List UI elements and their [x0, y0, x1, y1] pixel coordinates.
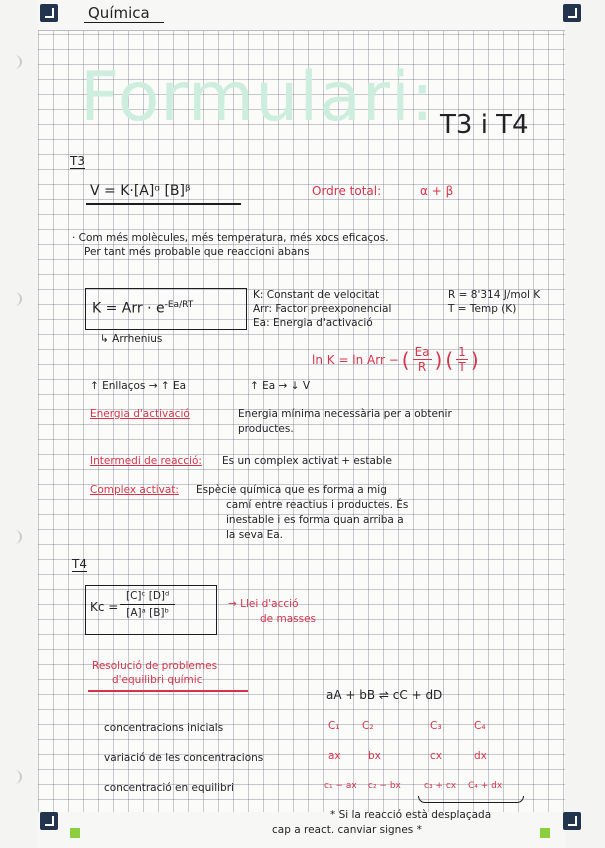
ln-equation	[312, 345, 479, 374]
binder-hole	[6, 55, 22, 69]
ln-left: ln K = ln Arr −	[312, 352, 399, 367]
energy-text-line2: productes.	[238, 423, 294, 435]
rate-law-equation: V = K·[A]ᵅ [B]ᵝ	[90, 183, 191, 199]
collisions-text-line2: Per tant més probable que reaccioni abans	[84, 246, 310, 258]
binder-hole	[6, 292, 22, 306]
definition-ea: Ea: Energia d'activació	[253, 317, 373, 329]
constant-t: T = Temp (K)	[448, 303, 517, 315]
complex-text-line2: camí entre reactius i productes. És	[226, 499, 409, 511]
definition-k: K: Constant de velocitat	[253, 289, 380, 301]
cell-initial-a: C₁	[328, 720, 340, 732]
right-margin	[565, 0, 605, 848]
binder-hole	[6, 770, 22, 784]
definition-arr: Arr: Factor preexponencial	[253, 303, 392, 315]
ln-paren-open-2: (	[445, 347, 454, 372]
kc-left: Kc =	[90, 600, 119, 614]
row-label-variation: variació de les concentracions	[104, 752, 264, 764]
note-line2: cap a react. canviar signes *	[272, 824, 422, 836]
corner-marker-icon	[563, 812, 581, 830]
r-denominator: R	[417, 360, 427, 374]
section-heading-t4: T4	[72, 557, 87, 571]
page-title: Formulari:	[80, 58, 435, 137]
left-margin	[0, 0, 38, 848]
energy-text-line1: Energia mínima necessària per a obtenir	[238, 408, 452, 420]
corner-marker-icon	[40, 812, 58, 830]
corner-marker-icon	[40, 4, 58, 22]
binder-hole	[6, 530, 22, 544]
cell-variation-c: cx	[430, 750, 442, 762]
cell-equilibrium-d: C₄ + dx	[468, 781, 503, 791]
mass-action-line2: de masses	[260, 613, 316, 625]
t-denominator: T	[458, 360, 466, 374]
kc-denominator: [A]ᵃ [B]ᵇ	[126, 607, 169, 619]
problems-underline	[88, 690, 248, 692]
kc-fraction	[120, 590, 175, 619]
cell-variation-d: dx	[474, 750, 487, 762]
subject-label: Química	[88, 4, 150, 22]
mass-action-line1: → Llei d'acció	[228, 598, 299, 610]
constant-r: R = 8'314 J/mol K	[448, 289, 541, 301]
relation-ea-speed: ↑ Ea → ↓ V	[250, 380, 310, 392]
sign-brace	[418, 796, 524, 803]
title-topics: T3 i T4	[440, 110, 529, 140]
cell-equilibrium-a: c₁ − ax	[324, 781, 357, 791]
problems-line1: Resolució de problemes	[92, 660, 218, 672]
intermediate-label: Intermedi de reacció:	[90, 455, 202, 467]
one-over-t	[456, 345, 468, 374]
row-label-initial: concentracions inicials	[104, 722, 224, 734]
arrhenius-exponent: -Ea/RT	[164, 300, 194, 310]
one-numerator: 1	[458, 345, 466, 359]
energy-label: Energia d'activació	[90, 408, 190, 420]
subject-underline	[84, 22, 164, 23]
equilibrium-equation: aA + bB ⇌ cC + dD	[326, 688, 443, 702]
section-heading-t3: T3	[70, 154, 85, 168]
ea-numerator: Ea	[414, 345, 430, 359]
ln-paren-close: )	[434, 347, 443, 372]
problems-line2: d'equilibri químic	[112, 674, 203, 686]
ln-paren-close-2: )	[470, 347, 479, 372]
complex-text-line4: la seva Ea.	[226, 529, 284, 541]
arrhenius-equation	[92, 300, 193, 317]
complex-text-line3: inestable i es forma quan arriba a	[226, 514, 404, 526]
arrhenius-label: ↳ Arrhenius	[100, 333, 163, 345]
rate-law-underline	[86, 203, 241, 205]
green-corner-mark	[540, 828, 550, 838]
ea-over-r	[413, 345, 432, 374]
cell-variation-a: ax	[328, 750, 341, 762]
complex-label: Complex activat:	[90, 484, 179, 496]
ln-paren-open: (	[401, 347, 410, 372]
row-label-equilibrium: concentració en equilibri	[104, 782, 234, 794]
cell-variation-b: bx	[368, 750, 381, 762]
cell-initial-d: C₄	[474, 720, 486, 732]
complex-text-line1: Espècie química que es forma a mig	[196, 484, 387, 496]
note-line1: * Si la reacció està desplaçada	[330, 809, 492, 821]
cell-initial-b: C₂	[362, 720, 374, 732]
intermediate-text: Es un complex activat + estable	[222, 455, 392, 467]
order-value: α + β	[420, 184, 454, 198]
cell-equilibrium-b: c₂ − bx	[368, 781, 401, 791]
kc-numerator: [C]ᶜ [D]ᵈ	[120, 590, 175, 605]
cell-initial-c: C₃	[430, 720, 442, 732]
order-label: Ordre total:	[312, 184, 382, 198]
relation-bonds: ↑ Enllaços → ↑ Ea	[90, 380, 187, 392]
arrhenius-base: K = Arr · e	[92, 300, 165, 317]
corner-marker-icon	[563, 4, 581, 22]
collisions-text-line1: · Com més molècules, més temperatura, més xocs eficaços.	[72, 232, 389, 244]
green-corner-mark	[70, 828, 80, 838]
cell-equilibrium-c: c₃ + cx	[424, 781, 457, 791]
